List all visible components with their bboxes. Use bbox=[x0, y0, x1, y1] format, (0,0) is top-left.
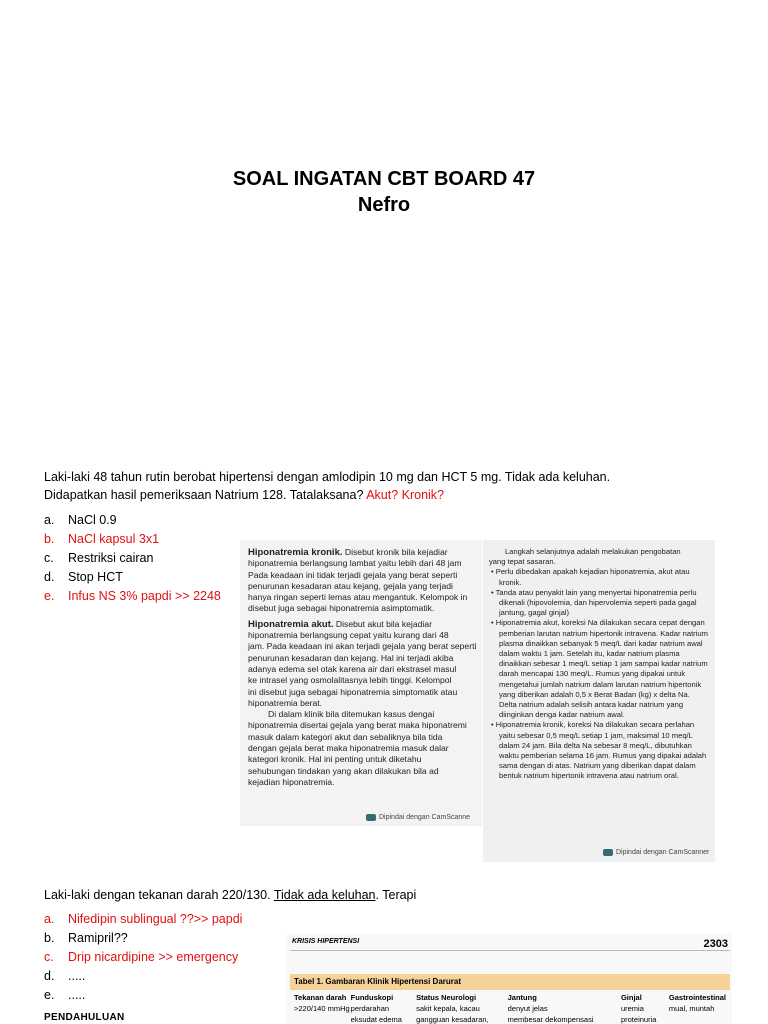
scan-left-line: kategori kronik. Hal ini penting untuk diketahu bbox=[248, 754, 422, 765]
scan-left-line: masuk dalam kategori akut dan sebaliknya bila tida bbox=[248, 731, 443, 742]
question-1-options bbox=[44, 511, 221, 606]
scan-left-line: penurunan kesadaran dan kejang. Hal ini terjadi akiba bbox=[248, 652, 454, 663]
scan-left-line: ke intrasel yang osmolalitasnya lebih tinggi. Kelompol bbox=[248, 675, 452, 686]
scan-table-page-number: 2303 bbox=[703, 938, 728, 950]
option-letter: a. bbox=[44, 912, 55, 926]
scan-left-line: Pada keadaan ini tidak terjadi gejala yang berat seperti bbox=[248, 569, 458, 580]
scan-table-cell: membesar dekompensasi bbox=[507, 1015, 594, 1024]
option-letter: d. bbox=[44, 969, 55, 983]
option-text: ..... bbox=[68, 969, 86, 983]
option-text: NaCl 0.9 bbox=[68, 513, 117, 527]
scan-table-cell: Gastrointestinal bbox=[668, 993, 727, 1002]
option-text: Drip nicardipine >> emergency bbox=[68, 950, 239, 964]
scan-table-row bbox=[294, 1003, 730, 1014]
scan-right-paragraph: yang tepat sasaran. bbox=[489, 557, 556, 567]
scan-right-paragraph: • Hiponatremia akut, koreksi Na dilakukan secara cepat dengan pemberian larutan natrium hipertonik intravena. Kadar natrium plasma dinaikkan sebanyak 5 meq/L dari kadar natrium awal dalam waktu 1 jam. Setelah itu, kadar natrium plasma dinaikkan sebesar 1 meq/L setiap 1 jam sampai kadar natrium darah mencapai 130 meq/L. Rumus yang dipakai untuk mengetahui jumlah natrium dalam larutan natrium hipertonik yang diberikan adalah 0,5 x Berat Badan (kg) x delta Na. Delta natrium adalah selisih antara kadar natrium yang diinginkan denga kadar natrium awal. bbox=[491, 618, 708, 720]
option-letter: c. bbox=[44, 551, 54, 565]
scan-table-cell: sakit kepala, kacau bbox=[416, 1004, 480, 1013]
scan-left-line: hiponatremia berat. bbox=[248, 697, 323, 708]
scan-table-header-left: KRISIS HIPERTENSI bbox=[292, 938, 360, 945]
option-letter: c. bbox=[44, 950, 54, 964]
camscanner-icon bbox=[366, 814, 376, 821]
option-letter: a. bbox=[44, 513, 55, 527]
option-text: Nifedipin sublingual ??>> papdi bbox=[68, 912, 243, 926]
question-1-line-1: Laki-laki 48 tahun rutin berobat hipertensi dengan amlodipin 10 mg dan HCT 5 mg. Tidak ada keluhan. bbox=[44, 470, 611, 484]
scan-table-cell: denyut jelas bbox=[507, 1004, 548, 1013]
scan-left-line: penurunan kesadaran atau kejang, gejala yang terjadi bbox=[248, 580, 453, 591]
scan-table-cell: perdarahan bbox=[350, 1004, 390, 1013]
scan-table-cell: Tekanan darah bbox=[294, 993, 347, 1002]
question-2-option-a bbox=[44, 910, 242, 929]
scan-left-line: adanya edema sel otak karena air dari ekstrasel masul bbox=[248, 663, 457, 674]
option-text: Infus NS 3% papdi >> 2248 bbox=[68, 589, 221, 603]
question-1-option-d bbox=[44, 568, 221, 587]
question-2-stem: Laki-laki dengan tekanan darah 220/130. Tidak ada keluhan. Terapi bbox=[44, 888, 417, 902]
scan-left-line: ini disebut juga sebagai hiponatremia simptomatik atau bbox=[248, 686, 458, 697]
question-2-option-b bbox=[44, 929, 242, 948]
option-text: NaCl kapsul 3x1 bbox=[68, 532, 160, 546]
title-line-1: SOAL INGATAN CBT BOARD 47 bbox=[232, 168, 536, 190]
option-letter: e. bbox=[44, 988, 55, 1002]
scan-left-p2-head: Hiponatremia akut. bbox=[248, 618, 334, 630]
scan-right-paragraph: • Hiponatremia kronik, koreksi Na dilakukan secara perlahan yaitu sebesar 0,5 meq/L setiap 1 jam, maksimal 10 meq/L dalam 24 jam. Bila delta Na sebesar 8 meq/L, dibutuhkan waktu pemberian selama 16 jam. Rumus yang dipakai adalah sama dengan di atas. Natrium yang diberikan dapat dalam bentuk natrium hipertonik intravena atau natrium oral. bbox=[491, 720, 707, 781]
scan-left-line: hiponatremia berlangsung lambat yaitu lebih dari 48 jam bbox=[248, 558, 462, 569]
scan-table-cell: Status Neurologi bbox=[416, 993, 477, 1002]
question-2-option-d bbox=[44, 967, 242, 986]
scan-table-cell: Funduskopi bbox=[350, 993, 394, 1002]
scan-table-hipertensi bbox=[286, 934, 732, 1024]
option-letter: b. bbox=[44, 532, 55, 546]
document-title bbox=[0, 166, 768, 218]
question-2-options bbox=[44, 910, 242, 1005]
scan-table-rule bbox=[290, 950, 730, 951]
camscanner-watermark-left: Dipindai dengan CamScanne bbox=[366, 812, 470, 823]
option-text: Stop HCT bbox=[68, 570, 123, 584]
question-1-line-2: Didapatkan hasil pemeriksaan Natrium 128. Tatalaksana? Akut? Kronik? bbox=[44, 488, 445, 502]
question-1-option-c bbox=[44, 549, 221, 568]
scan-table-cell: Ginjal bbox=[620, 993, 642, 1002]
scan-table-cell: >220/140 mmHg bbox=[294, 1004, 350, 1013]
scan-left-line: jam. Pada keadaan ini akan terjadi gejala yang berat seperti bbox=[248, 641, 477, 652]
scan-table-cell bbox=[669, 1014, 730, 1024]
scan-left-line: hiponatremia disertai gejala yang berat maka hiponatremi bbox=[248, 720, 467, 731]
question-2-option-e bbox=[44, 986, 242, 1005]
scan-right-paragraph: • Tanda atau penyakit lain yang menyertai hiponatremia perlu dikenali (hipovolemia, dan hipervolemia seperti pada gagal jantung, gagal ginjal) bbox=[491, 587, 697, 618]
scan-table-cell: gangguan kesadaran, bbox=[416, 1015, 489, 1024]
option-text: Restriksi cairan bbox=[68, 551, 154, 565]
question-2-option-c bbox=[44, 948, 242, 967]
scan-table-cell: Jantung bbox=[507, 993, 537, 1002]
scan-table-cell: mual, muntah bbox=[668, 1004, 715, 1013]
question-1-option-b bbox=[44, 530, 221, 549]
scan-left-line: kejadian hiponatremia. bbox=[248, 776, 335, 787]
scan-table-cell: eksudat edema bbox=[350, 1015, 402, 1024]
scan-left-p1-head: Hiponatremia kronik. bbox=[248, 547, 343, 558]
question-1-note: Akut? Kronik? bbox=[366, 488, 445, 502]
scan-table-title: Tabel 1. Gambaran Klinik Hipertensi Darurat bbox=[294, 977, 462, 986]
scan-table-cell: proteinuria bbox=[620, 1015, 657, 1024]
question-2-underlined: Tidak ada keluhan bbox=[273, 888, 376, 902]
option-text: ..... bbox=[68, 988, 86, 1002]
scan-left-line: dengan gejala berat maka hiponatremia masuk dalar bbox=[248, 743, 449, 754]
scan-right-paragraph: Langkah selanjutnya adalah melakukan pengobatan bbox=[505, 547, 681, 556]
scan-table-header-row bbox=[294, 992, 730, 1003]
question-1-option-e bbox=[44, 587, 221, 606]
option-letter: b. bbox=[44, 931, 55, 945]
scan-left-textbook: Hiponatremia kronik. Disebut kronik bila kejadiar hiponatremia berlangsung lambat yaitu lebih dari 48 jam Pada keadaan ini tidak terjadi gejala yang berat seperti penurunan kesadaran atau kejang, gejala yang terjadi hanya ringan seperti lemas atau mengantuk. Kelompok in disebut juga sebagai hiponatremia asimptomatik. Hiponatremia akut. Disebut akut bila kejadiar hiponatremia berlangsung cepat yaitu kurang dari 48 jam. Pada keadaan ini akan terjadi gejala yang berat seperti penurunan kesadaran dan kejang. Hal ini terjadi akiba adanya edema sel otak karena air dari ekstrasel masul ke intrasel yang osmolalitasnya lebih tinggi. Kelompol ini disebut juga sebagai hiponatremia simptomatik atau hiponatremia berat. Di dalam klinik bila ditemukan kasus dengai hiponatremia disertai gejala yang berat maka hiponatremi masuk dalam kategori akut dan sebaliknya bila tida dengan gejala berat maka hiponatremia masuk dalar kategori kronik. Hal ini penting untuk diketahu sehubungan tindakan yang akan dilakukan bila ad kejadian hiponatremia. Dipindai dengan CamScanne bbox=[240, 540, 482, 826]
scan-left-line: hiponatremia berlangsung cepat yaitu kurang dari 48 bbox=[248, 630, 449, 641]
scan-left-line: disebut juga sebagai hiponatremia asimptomatik. bbox=[248, 603, 435, 614]
title-line-2: Nefro bbox=[357, 194, 411, 216]
scan-table-cell bbox=[294, 1014, 351, 1024]
scan-table-cell: uremia bbox=[620, 1004, 644, 1013]
scan-left-line: Di dalam klinik bila ditemukan kasus dengai bbox=[268, 709, 435, 720]
question-1-option-a bbox=[44, 511, 221, 530]
scan-section-heading: PENDAHULUAN bbox=[44, 1012, 125, 1023]
scan-table-grid bbox=[294, 992, 730, 1024]
option-letter: e. bbox=[44, 589, 55, 603]
camscanner-icon bbox=[603, 849, 613, 856]
scan-right-textbook bbox=[483, 540, 715, 862]
option-text: Ramipril?? bbox=[68, 931, 128, 945]
scan-right-paragraph: • Perlu dibedakan apakah kejadian hiponatremia, akut atau kronik. bbox=[491, 567, 690, 587]
camscanner-watermark-right: Dipindai dengan CamScanner bbox=[603, 848, 709, 858]
scan-table-row bbox=[294, 1014, 730, 1024]
scan-left-line: hanya ringan seperti lemas atau mengantuk. Kelompok in bbox=[248, 592, 468, 603]
option-letter: d. bbox=[44, 570, 55, 584]
question-1-stem bbox=[44, 468, 610, 504]
scan-left-line: sehubungan tindakan yang akan dilakukan bila ad bbox=[248, 765, 439, 776]
